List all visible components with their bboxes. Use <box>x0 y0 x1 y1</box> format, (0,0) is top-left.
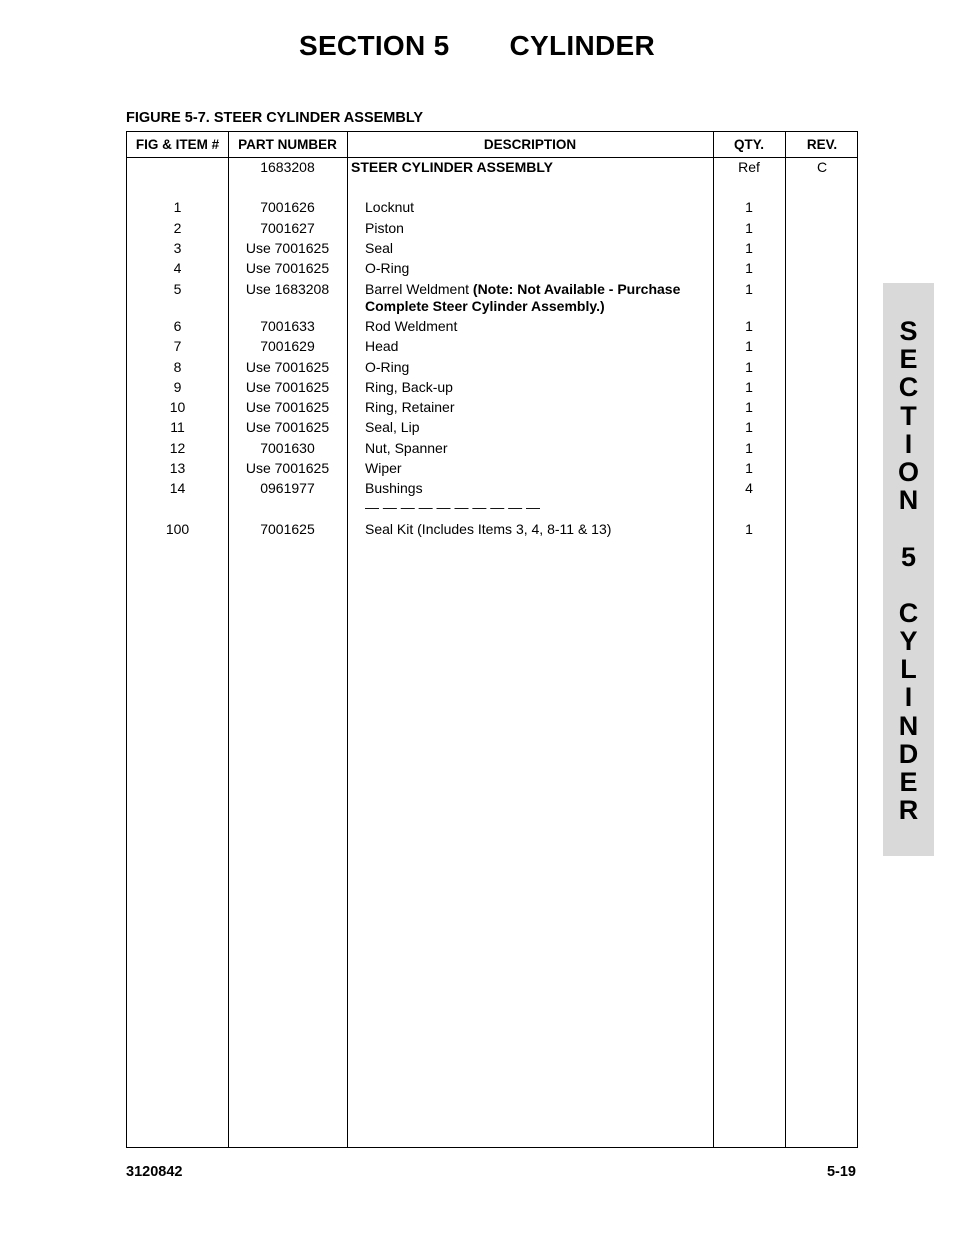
side-tab-letter: L <box>900 654 917 685</box>
qty: 1 <box>745 281 753 297</box>
part-number: Use 7001625 <box>245 399 330 415</box>
part-number: Use 7001625 <box>245 460 330 476</box>
description: Ring, Back-up <box>365 379 453 395</box>
qty: 1 <box>745 521 753 537</box>
part-number: Use 1683208 <box>245 281 330 297</box>
item-number: 1 <box>173 199 182 215</box>
qty: 1 <box>745 419 753 435</box>
qty: 1 <box>745 240 753 256</box>
qty: 1 <box>745 318 753 334</box>
description: Seal, Lip <box>365 419 420 435</box>
side-tab-letter: I <box>904 428 913 459</box>
side-tab-letter: T <box>900 400 917 431</box>
description-note-line2: Complete Steer Cylinder Assembly.) <box>365 298 605 314</box>
part-number: Use 7001625 <box>245 359 330 375</box>
side-tab-letter: E <box>899 767 918 797</box>
item-number: 2 <box>173 220 182 236</box>
part-number: 1683208 <box>260 159 315 175</box>
description-note: (Note: Not Available - Purchase <box>472 281 681 297</box>
part-number: 7001625 <box>260 521 315 537</box>
qty: 1 <box>745 440 753 456</box>
description: O-Ring <box>365 260 410 276</box>
qty: 1 <box>745 220 753 236</box>
col-header-rev: REV. <box>806 137 838 152</box>
part-number: Use 7001625 <box>245 240 330 256</box>
qty: 1 <box>745 379 753 395</box>
description: Wiper <box>365 460 402 476</box>
side-tab-letter: R <box>898 795 919 826</box>
section-side-tab <box>883 283 934 856</box>
description-text: Barrel Weldment <box>365 281 473 297</box>
qty: 1 <box>745 338 753 354</box>
part-number: 7001630 <box>260 440 315 456</box>
part-number: 7001629 <box>260 338 315 354</box>
side-tab-letter: E <box>899 344 918 375</box>
qty: 4 <box>745 480 753 496</box>
item-number: 8 <box>173 359 182 375</box>
col-header-item: FIG & ITEM # <box>135 137 220 152</box>
item-number: 5 <box>173 281 182 297</box>
side-tab-letter: I <box>904 682 913 713</box>
qty: 1 <box>745 359 753 375</box>
description: Head <box>365 338 399 354</box>
parts-table <box>126 131 858 1148</box>
item-number: 7 <box>173 338 182 354</box>
section-label: SECTION 5 <box>298 30 450 61</box>
description: Piston <box>365 220 404 236</box>
side-tab-letter: Y <box>899 626 918 657</box>
description: Nut, Spanner <box>365 440 448 456</box>
qty: Ref <box>738 159 760 175</box>
description <box>365 281 705 315</box>
side-tab-letter: S <box>899 316 918 346</box>
qty: 1 <box>745 460 753 476</box>
item-number: 3 <box>173 240 182 256</box>
side-tab-letter: N <box>898 710 919 741</box>
item-number: 14 <box>169 480 186 496</box>
part-number: 7001626 <box>260 199 315 215</box>
description: STEER CYLINDER ASSEMBLY <box>351 159 553 175</box>
item-number: 11 <box>170 419 185 435</box>
item-number: 4 <box>173 260 182 276</box>
side-tab-letter: O <box>897 456 919 487</box>
side-tab-letter: C <box>898 597 919 628</box>
col-header-description: DESCRIPTION <box>483 137 577 152</box>
part-number: Use 7001625 <box>245 260 330 276</box>
part-number: 7001627 <box>260 220 315 236</box>
qty: 1 <box>745 260 753 276</box>
description: Locknut <box>365 199 415 215</box>
item-number: 10 <box>169 399 186 415</box>
side-tab-letter: 5 <box>900 541 917 572</box>
description: Seal <box>365 240 394 256</box>
side-tab-letter: D <box>898 738 919 769</box>
item-number: 100 <box>165 521 190 537</box>
part-number: 7001633 <box>260 318 315 334</box>
footer-page-number: 5-19 <box>826 1164 856 1180</box>
description: Ring, Retainer <box>365 399 455 415</box>
description: Bushings <box>365 480 423 496</box>
item-number: 13 <box>169 460 186 476</box>
rev: C <box>816 159 828 175</box>
qty: 1 <box>745 399 753 415</box>
description: Seal Kit (Includes Items 3, 4, 8-11 & 13) <box>365 521 612 537</box>
qty: 1 <box>745 199 753 215</box>
figure-title: FIGURE 5-7. STEER CYLINDER ASSEMBLY <box>126 110 424 126</box>
item-number: 6 <box>173 318 182 334</box>
part-number: 0961977 <box>260 480 315 496</box>
col-header-qty: QTY. <box>733 137 764 152</box>
dash-divider: — — — — — — — — — — <box>365 499 541 515</box>
side-tab-letters <box>883 317 934 824</box>
description: Rod Weldment <box>365 318 458 334</box>
col-header-part-number: PART NUMBER <box>238 137 337 152</box>
part-number: Use 7001625 <box>245 419 330 435</box>
part-number: Use 7001625 <box>245 379 330 395</box>
side-tab-letter: N <box>898 485 919 516</box>
footer-doc-number: 3120842 <box>126 1164 183 1180</box>
description: O-Ring <box>365 359 410 375</box>
side-tab-letter: C <box>898 372 919 403</box>
section-name: CYLINDER <box>509 30 656 61</box>
item-number: 9 <box>173 379 182 395</box>
page-title <box>0 30 954 62</box>
item-number: 12 <box>169 440 186 456</box>
